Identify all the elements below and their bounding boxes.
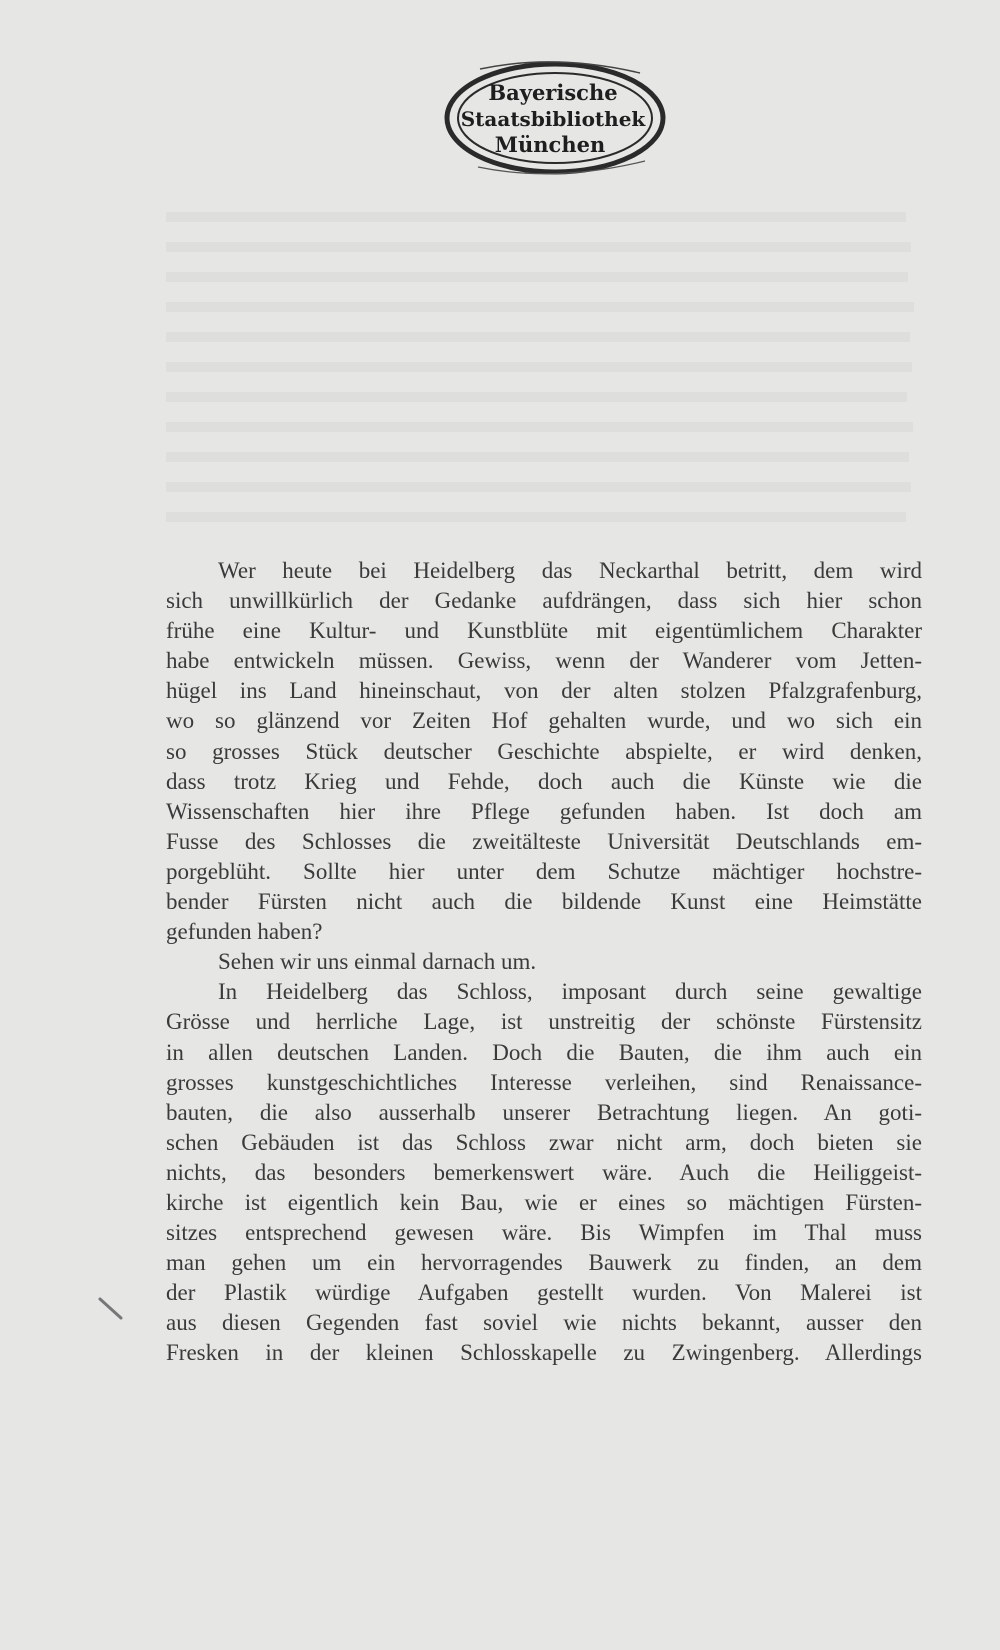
text-line: aus diesen Gegenden fast soviel wie nichts bekannt, ausser den: [166, 1310, 922, 1336]
text-line: wo so glänzend vor Zeiten Hof gehalten wurde, und wo sich ein: [166, 708, 922, 734]
text-line: bauten, die also ausserhalb unserer Betrachtung liegen. An goti-: [166, 1099, 922, 1125]
paragraph-2: [166, 947, 922, 977]
paragraph-3: [166, 977, 922, 1368]
text-line: in allen deutschen Landen. Doch die Bauten, die ihm auch ein: [166, 1039, 922, 1065]
stamp-line-1: Bayerische: [488, 80, 618, 105]
stamp-line-3: München: [494, 132, 606, 157]
text-line: In Heidelberg das Schloss, imposant durch seine gewaltige: [218, 979, 922, 1005]
library-stamp-seal: [440, 55, 680, 185]
text-line: Sehen wir uns einmal darnach um.: [218, 949, 537, 975]
text-line: so grosses Stück deutscher Geschichte abspielte, er wird denken,: [166, 738, 922, 764]
show-through-texture: [166, 205, 922, 545]
text-line: sitzes entsprechend gewesen wäre. Bis Wimpfen im Thal muss: [166, 1220, 922, 1246]
stamp-line-2: Staatsbibliothek: [460, 107, 646, 131]
text-line: Wissenschaften hier ihre Pflege gefunden haben. Ist doch am: [166, 798, 922, 824]
text-line: bender Fürsten nicht auch die bildende Kunst eine Heimstätte: [166, 889, 922, 915]
text-line: man gehen um ein hervorragendes Bauwerk zu finden, an dem: [166, 1250, 922, 1276]
text-line: kirche ist eigentlich kein Bau, wie er eines so mächtigen Fürsten-: [166, 1189, 922, 1215]
paragraph-1: [166, 556, 922, 947]
text-line: Grösse und herrliche Lage, ist unstreitig der schönste Fürstensitz: [166, 1009, 922, 1035]
text-line: der Plastik würdige Aufgaben gestellt wurden. Von Malerei ist: [166, 1280, 922, 1306]
library-stamp: [440, 55, 680, 185]
text-line: gefunden haben?: [166, 919, 323, 945]
body-text: [166, 556, 922, 1369]
text-line: dass trotz Krieg und Fehde, doch auch die Künste wie die: [166, 768, 922, 794]
text-line: Wer heute bei Heidelberg das Neckarthal betritt, dem wird: [218, 558, 922, 583]
text-line: sich unwillkürlich der Gedanke aufdrängen, dass sich hier schon: [166, 588, 922, 614]
text-line: porgeblüht. Sollte hier unter dem Schutze mächtiger hochstre-: [166, 858, 922, 884]
text-line: nichts, das besonders bemerkenswert wäre. Auch die Heiliggeist-: [166, 1159, 922, 1185]
text-line: Fusse des Schlosses die zweitälteste Universität Deutschlands em-: [166, 828, 922, 854]
text-line: frühe eine Kultur- und Kunstblüte mit eigentümlichem Charakter: [166, 618, 922, 644]
text-line: hügel ins Land hineinschaut, von der alten stolzen Pfalzgrafenburg,: [166, 678, 922, 704]
text-line: grosses kunstgeschichtliches Interesse verleihen, sind Renaissance-: [166, 1069, 922, 1095]
text-line: schen Gebäuden ist das Schloss zwar nicht arm, doch bieten sie: [166, 1129, 922, 1155]
text-line: habe entwickeln müssen. Gewiss, wenn der Wanderer vom Jetten-: [166, 648, 922, 674]
text-line: Fresken in der kleinen Schlosskapelle zu Zwingenberg. Allerdings: [166, 1340, 922, 1366]
pencil-mark: [97, 1296, 127, 1324]
